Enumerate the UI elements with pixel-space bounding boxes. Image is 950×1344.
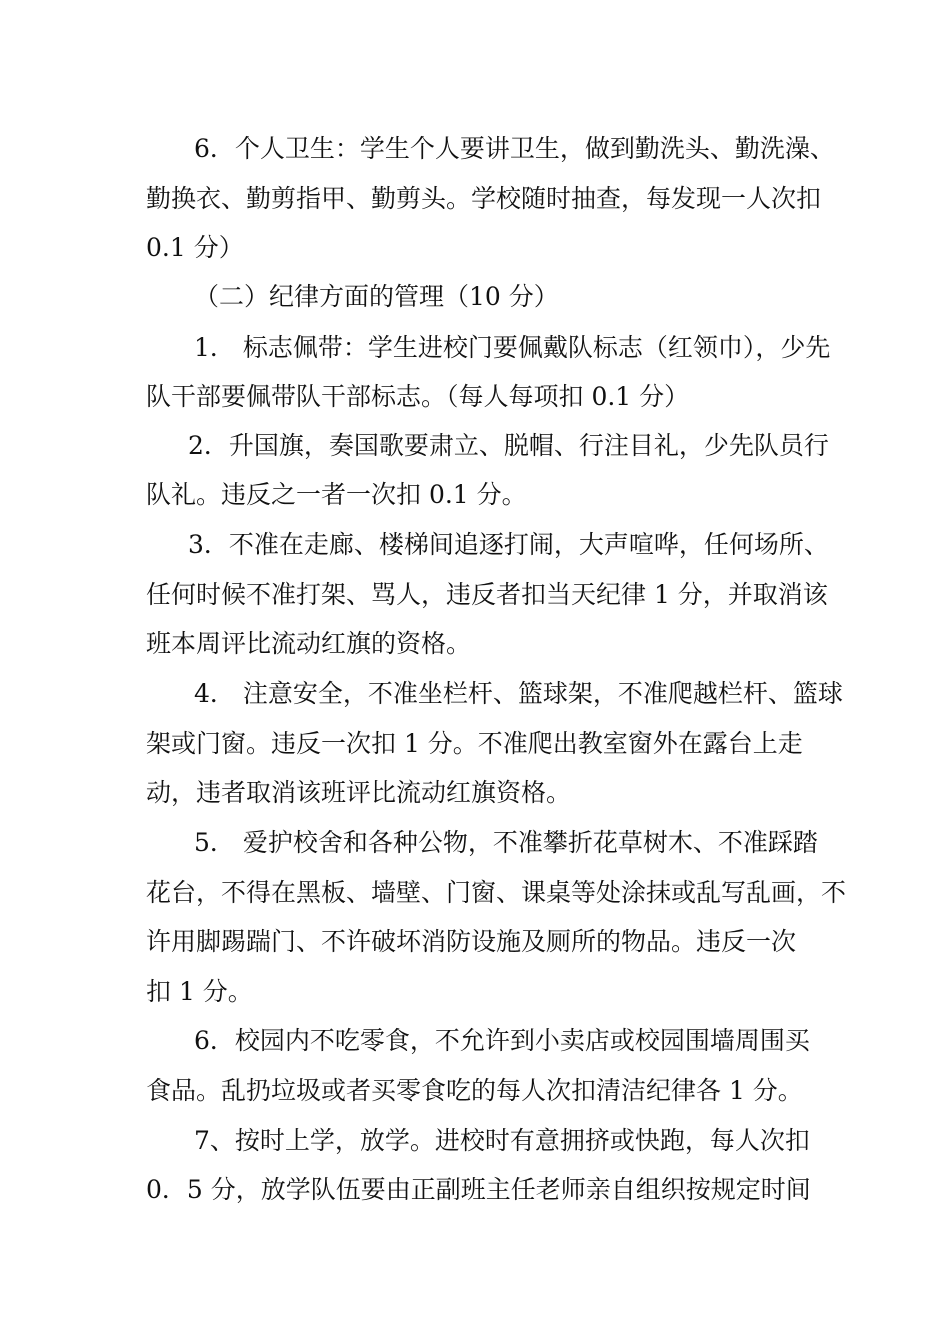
paragraph-line: 6．校园内不吃零食，不允许到小卖店或校园围墙周围买 bbox=[194, 1026, 810, 1055]
paragraph-line: 0.1 分） bbox=[146, 233, 244, 262]
paragraph-line: 队干部要佩带队干部标志。（每人每项扣 0.1 分） bbox=[146, 382, 690, 411]
paragraph-line: 勤换衣、勤剪指甲、勤剪头。学校随时抽查，每发现一人次扣 bbox=[146, 184, 822, 213]
paragraph-line: 3．不准在走廊、楼梯间追逐打闹，大声喧哗，任何场所、 bbox=[188, 530, 829, 559]
paragraph-line: 花台，不得在黑板、墙壁、门窗、课桌等处涂抹或乱写乱画，不 bbox=[146, 878, 847, 907]
section-heading-text: （二）纪律方面的管理（10 分） bbox=[194, 282, 559, 311]
paragraph-line: 2．升国旗，奏国歌要肃立、脱帽、行注目礼，少先队员行 bbox=[188, 431, 829, 460]
paragraph-line: 0．5 分，放学队伍要由正副班主任老师亲自组织按规定时间 bbox=[146, 1175, 811, 1204]
paragraph-line: 6．个人卫生：学生个人要讲卫生，做到勤洗头、勤洗澡、 bbox=[194, 134, 835, 163]
paragraph-line: 动，违者取消该班评比流动红旗资格。 bbox=[146, 778, 572, 807]
paragraph-line: 班本周评比流动红旗的资格。 bbox=[146, 629, 472, 658]
paragraph-line: 许用脚踢踹门、不许破坏消防设施及厕所的物品。违反一次 bbox=[146, 927, 797, 956]
paragraph-line: 任何时候不准打架、骂人，违反者扣当天纪律 1 分，并取消该 bbox=[146, 580, 828, 609]
paragraph-line: 7、按时上学，放学。进校时有意拥挤或快跑，每人次扣 bbox=[194, 1126, 810, 1155]
paragraph-line: 5． 爱护校舍和各种公物，不准攀折花草树木、不准踩踏 bbox=[194, 828, 818, 857]
paragraph-line: 食品。乱扔垃圾或者买零食吃的每人次扣清洁纪律各 1 分。 bbox=[146, 1076, 803, 1105]
paragraph-line: 队礼。违反之一者一次扣 0.1 分。 bbox=[146, 480, 527, 509]
paragraph-line: 扣 1 分。 bbox=[146, 977, 253, 1006]
paragraph-line: 1． 标志佩带：学生进校门要佩戴队标志（红领巾），少先 bbox=[194, 333, 831, 362]
paragraph-line: 4． 注意安全，不准坐栏杆、篮球架，不准爬越栏杆、篮球 bbox=[194, 679, 843, 708]
paragraph-line: 架或门窗。违反一次扣 1 分。不准爬出教室窗外在露台上走 bbox=[146, 729, 803, 758]
